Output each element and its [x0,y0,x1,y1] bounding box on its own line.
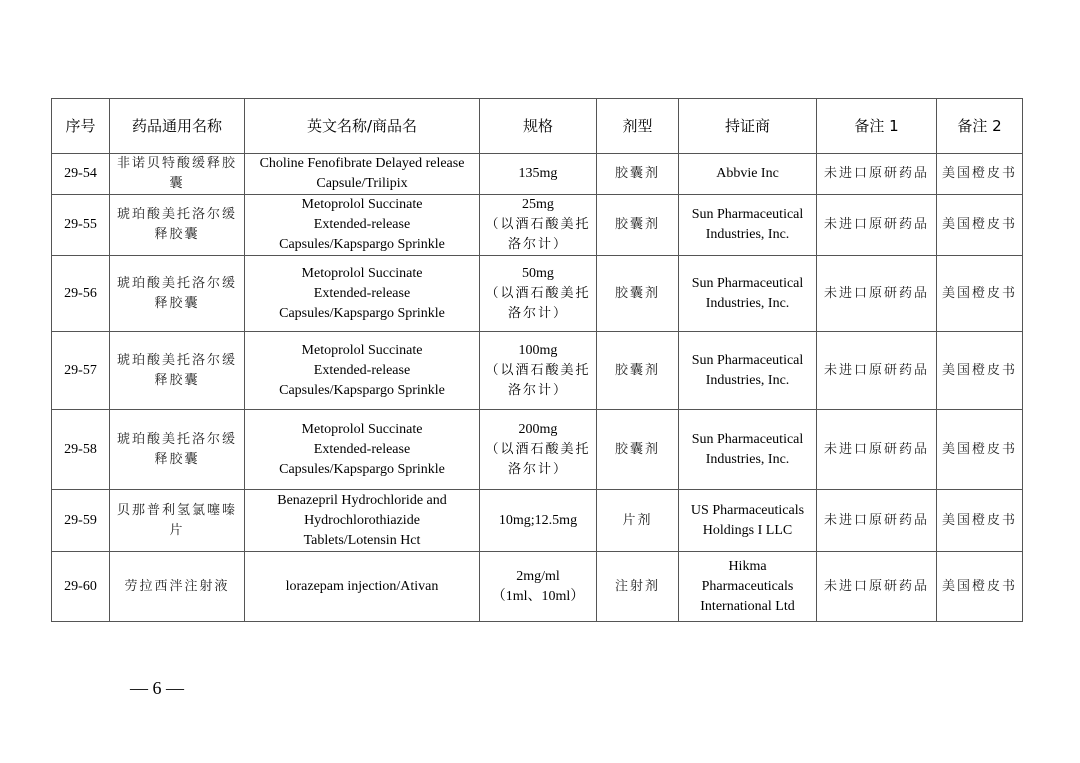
cell-generic-name-line: 琥珀酸美托洛尔缓 [116,207,237,222]
cell-holder-line: Sun Pharmaceutical [691,207,804,222]
cell-holder-line: Holdings I LLC [702,522,793,538]
cell-holder [679,410,817,490]
table-row [52,410,1023,490]
cell-generic-name-line: 非诺贝特酸缓释胶 [116,156,237,171]
cell-note2: 美国橙皮书 [937,552,1023,622]
cell-generic-name-line: 释胶囊 [154,451,200,467]
cell-seq: 29-57 [52,332,110,410]
cell-note1: 未进口原研药品 [817,552,937,622]
header-note2: 备注 2 [937,99,1023,154]
cell-spec-line: （以酒石酸美托 [485,362,591,378]
cell-spec [480,256,597,332]
cell-holder [679,490,817,552]
cell-spec-line: （以酒石酸美托 [485,217,591,232]
header-english-name: 英文名称/商品名 [245,99,480,154]
table-row [52,490,1023,552]
cell-english-name-line: Metoprolol Succinate [301,342,423,358]
cell-english-name-line: Capsules/Kapspargo Sprinkle [279,305,445,321]
cell-english-name [245,154,480,195]
cell-holder-line: Industries, Inc. [705,227,790,242]
cell-spec-line: 洛尔计） [507,237,568,252]
table-row [52,154,1023,195]
cell-generic-name-line: 释胶囊 [154,372,200,388]
header-note1: 备注 1 [817,99,937,154]
cell-dosage-form: 胶囊剂 [597,410,679,490]
cell-english-name-line: Benazepril Hydrochloride and [277,492,447,508]
cell-generic-name [110,332,245,410]
cell-holder-line: Industries, Inc. [705,451,790,467]
cell-english-name-line: Choline Fenofibrate Delayed release [259,156,465,171]
cell-seq: 29-59 [52,490,110,552]
cell-spec-line: 2mg/ml [516,568,560,584]
cell-generic-name-line: 释胶囊 [154,227,200,242]
cell-note1: 未进口原研药品 [817,410,937,490]
cell-spec [480,410,597,490]
header-holder: 持证商 [679,99,817,154]
cell-seq: 29-54 [52,154,110,195]
cell-english-name-line: lorazepam injection/Ativan [285,578,439,594]
cell-english-name-line: Metoprolol Succinate [301,197,423,212]
cell-spec-line: 25mg [522,197,554,212]
cell-generic-name [110,154,245,195]
cell-generic-name-line: 琥珀酸美托洛尔缓 [116,352,237,368]
cell-holder-line: Sun Pharmaceutical [691,431,804,447]
cell-dosage-form: 胶囊剂 [597,256,679,332]
cell-spec-line: 135mg [518,166,558,181]
cell-spec-line: 洛尔计） [507,461,568,477]
cell-holder-line: Abbvie Inc [716,166,779,181]
cell-dosage-form: 注射剂 [597,552,679,622]
cell-english-name-line: Extended-release [313,285,411,301]
cell-spec-line: 洛尔计） [507,382,568,398]
header-seq: 序号 [52,99,110,154]
cell-dosage-form: 片剂 [597,490,679,552]
drug-list-table [51,98,1023,622]
cell-spec [480,332,597,410]
page-number: — 6 — [130,678,184,698]
cell-generic-name-line: 劳拉西泮注射液 [124,578,230,594]
cell-english-name [245,332,480,410]
cell-english-name-line: Capsules/Kapspargo Sprinkle [279,382,445,398]
table-header-row [52,99,1023,154]
cell-spec-line: 100mg [518,342,558,358]
cell-generic-name-line: 琥珀酸美托洛尔缓 [116,431,237,447]
cell-holder-line: Sun Pharmaceutical [691,275,804,291]
cell-english-name-line: Extended-release [313,441,411,457]
cell-english-name-line: Tablets/Lotensin Hct [303,532,421,548]
header-spec: 规格 [480,99,597,154]
cell-english-name [245,195,480,256]
cell-note2: 美国橙皮书 [937,195,1023,256]
cell-english-name-line: Capsules/Kapspargo Sprinkle [279,461,445,477]
cell-holder-line: International Ltd [700,598,795,614]
header-generic-name: 药品通用名称 [110,99,245,154]
cell-note1: 未进口原研药品 [817,332,937,410]
cell-holder-line: Hikma [728,558,767,574]
cell-generic-name-line: 片 [169,522,185,538]
cell-seq: 29-60 [52,552,110,622]
cell-spec-line: （以酒石酸美托 [485,285,591,301]
cell-spec-line: （以酒石酸美托 [485,441,591,457]
cell-english-name-line: Extended-release [313,362,411,378]
cell-spec [480,552,597,622]
cell-dosage-form: 胶囊剂 [597,332,679,410]
table-row [52,256,1023,332]
cell-seq: 29-55 [52,195,110,256]
cell-spec [480,154,597,195]
cell-note1: 未进口原研药品 [817,490,937,552]
cell-english-name-line: Metoprolol Succinate [301,421,423,437]
cell-generic-name-line: 贝那普利氢氯噻嗪 [116,502,237,518]
cell-english-name-line: Metoprolol Succinate [301,265,423,281]
cell-note2: 美国橙皮书 [937,154,1023,195]
cell-english-name [245,410,480,490]
cell-note2: 美国橙皮书 [937,256,1023,332]
cell-spec-line: （1ml、10ml） [491,588,585,604]
cell-spec [480,490,597,552]
cell-spec-line: 50mg [522,265,554,281]
cell-english-name [245,552,480,622]
cell-spec [480,195,597,256]
cell-generic-name-line: 释胶囊 [154,295,200,311]
cell-note1: 未进口原研药品 [817,256,937,332]
cell-holder-line: US Pharmaceuticals [690,502,805,518]
cell-note1: 未进口原研药品 [817,195,937,256]
table-row [52,332,1023,410]
cell-holder [679,552,817,622]
cell-english-name-line: Hydrochlorothiazide [304,512,420,528]
cell-generic-name [110,552,245,622]
cell-holder [679,195,817,256]
cell-generic-name [110,256,245,332]
cell-seq: 29-56 [52,256,110,332]
cell-holder-line: Industries, Inc. [705,372,790,388]
cell-seq: 29-58 [52,410,110,490]
table-row [52,552,1023,622]
cell-english-name-line: Extended-release [313,217,411,232]
cell-holder-line: Pharmaceuticals [701,578,794,594]
cell-holder-line: Sun Pharmaceutical [691,352,804,368]
cell-note1: 未进口原研药品 [817,154,937,195]
cell-english-name [245,256,480,332]
cell-spec-line: 洛尔计） [507,305,568,321]
cell-holder-line: Industries, Inc. [705,295,790,311]
cell-generic-name [110,195,245,256]
cell-holder [679,332,817,410]
cell-holder [679,154,817,195]
table-row [52,195,1023,256]
cell-generic-name [110,490,245,552]
cell-note2: 美国橙皮书 [937,332,1023,410]
cell-generic-name [110,410,245,490]
cell-spec-line: 10mg;12.5mg [498,512,578,528]
cell-english-name-line: Capsules/Kapspargo Sprinkle [279,237,445,252]
cell-english-name [245,490,480,552]
cell-dosage-form: 胶囊剂 [597,195,679,256]
cell-generic-name-line: 琥珀酸美托洛尔缓 [116,275,237,291]
header-dosage-form: 剂型 [597,99,679,154]
cell-note2: 美国橙皮书 [937,490,1023,552]
cell-spec-line: 200mg [518,421,558,437]
cell-note2: 美国橙皮书 [937,410,1023,490]
cell-generic-name-line: 囊 [169,176,185,191]
cell-dosage-form: 胶囊剂 [597,154,679,195]
cell-holder [679,256,817,332]
cell-english-name-line: Capsule/Trilipix [316,176,408,191]
